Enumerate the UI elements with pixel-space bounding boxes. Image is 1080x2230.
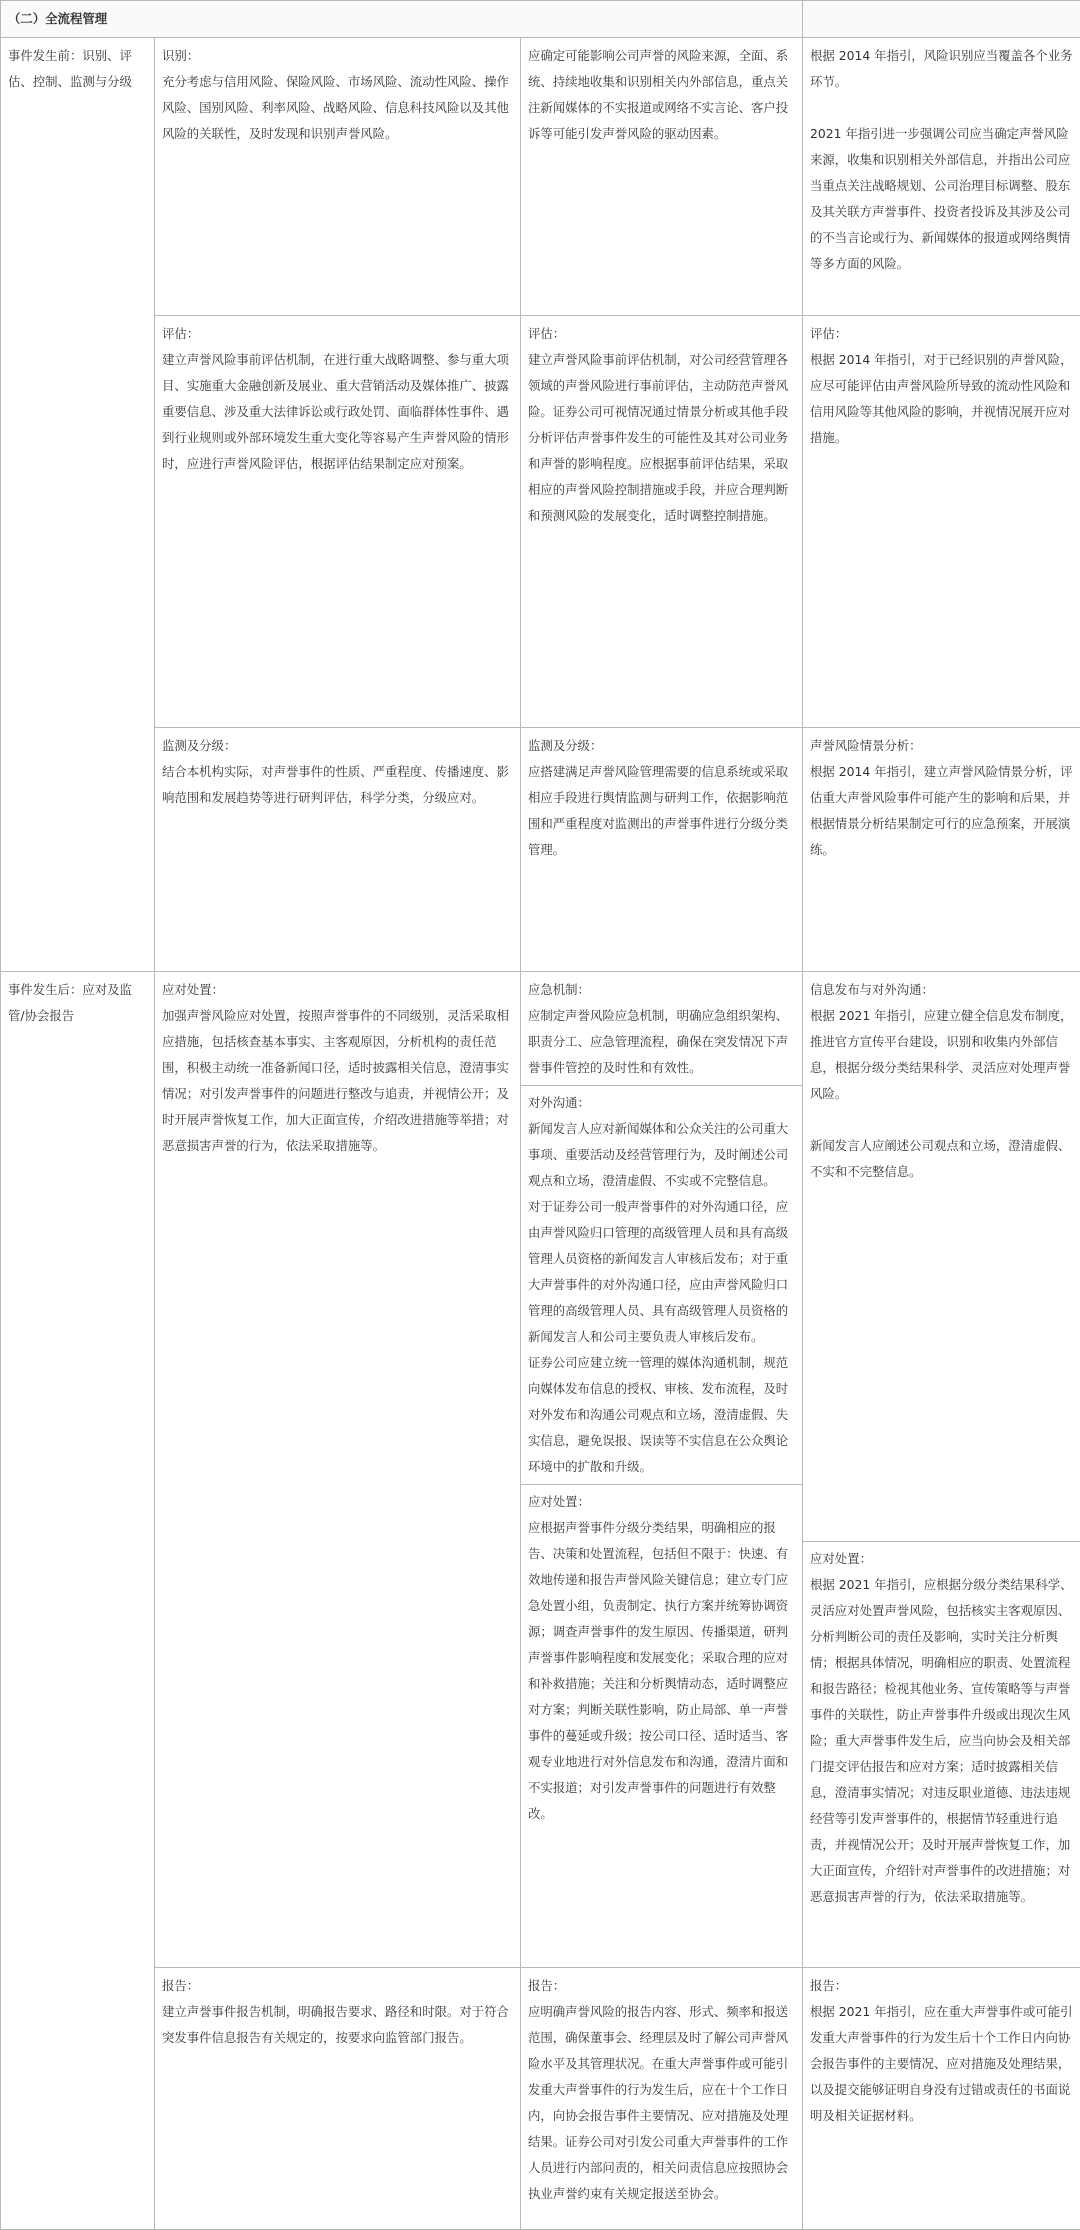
cell-label: 声誉风险情景分析： xyxy=(810,733,1074,759)
cell-identify-col2 xyxy=(155,38,521,316)
cell-text: 新闻发言人应阐述公司观点和立场，澄清虚假、不实和不完整信息。 xyxy=(810,1133,1074,1185)
cell-text: 新闻发言人应对新闻媒体和公众关注的公司重大事项、重要活动及经营管理行为，及时阐述公司观点和立场，澄清虚假、不实或不完整信息。 xyxy=(528,1116,795,1194)
cell-text: 应搭建满足声誉风险管理需要的信息系统或采取相应手段进行舆情监测与研判工作，依据影响范围和严重程度对监测出的声誉事件进行分级分类管理。 xyxy=(528,759,795,863)
cell-label: 应急机制： xyxy=(528,977,795,1003)
cell-label: 监测及分级： xyxy=(528,733,795,759)
cell-label: 评估： xyxy=(528,321,795,347)
section-title: （二）全流程管理 xyxy=(1,1,803,38)
cell-monitor-col3 xyxy=(521,728,803,972)
cell-report-col3 xyxy=(521,1968,803,2230)
cell-text: 应明确声誉风险的报告内容、形式、频率和报送范围，确保董事会、经理层及时了解公司声誉风险水平及其管理状况。在重大声誉事件或可能引发重大声誉事件的行为发生后，应在十个工作日内，向协会报告事件主要情况、应对措施及处理结果。证券公司对引发公司重大声誉事件的工作人员进行内部问责的，相关问责信息应按照协会执业声誉约束有关规定报送至协会。 xyxy=(528,1999,795,2207)
cell-text: 根据 2014 年指引，对于已经识别的声誉风险，应尽可能评估由声誉风险所导致的流动性风险和信用风险等其他风险的影响，并视情况展开应对措施。 xyxy=(810,347,1074,451)
cell-monitor-col4 xyxy=(803,728,1080,972)
cell-assess-col4 xyxy=(803,316,1080,728)
cell-text: 建立声誉风险事前评估机制，在进行重大战略调整、参与重大项目、实施重大金融创新及展业、重大营销活动及媒体推广、披露重要信息、涉及重大法律诉讼或行政处罚、面临群体性事件、遇到行业规则或外部环境发生重大变化等容易产生声誉风险的情形时，应进行声誉风险评估，根据评估结果制定应对预案。 xyxy=(162,347,513,477)
cell-text: 根据 2014 年指引，建立声誉风险情景分析，评估重大声誉风险事件可能产生的影响和后果，并根据情景分析结果制定可行的应急预案，开展演练。 xyxy=(810,759,1074,863)
cell-label: 对外沟通： xyxy=(528,1090,795,1116)
cell-label: 识别： xyxy=(162,43,513,69)
subcell-response-handling-2021 xyxy=(803,1541,1080,1910)
cell-text: 应确定可能影响公司声誉的风险来源，全面、系统、持续地收集和识别相关内外部信息，重点关注新闻媒体的不实报道或网络不实言论、客户投诉等可能引发声誉风险的驱动因素。 xyxy=(528,43,795,147)
stage-pre-event: 事件发生前：识别、评估、控制、监测与分级 xyxy=(1,38,155,972)
subcell-response-handling xyxy=(521,1484,802,1827)
cell-text: 建立声誉风险事前评估机制，对公司经营管理各领域的声誉风险进行事前评估，主动防范声誉风险。证券公司可视情况通过情景分析或其他手段分析评估声誉事件发生的可能性及其对公司业务和声誉的影响程度。应根据事前评估结果，采取相应的声誉风险控制措施或手段，并应合理判断和预测风险的发展变化，适时调整控制措施。 xyxy=(528,347,795,529)
cell-report-col2 xyxy=(155,1968,521,2230)
cell-text: 根据 2021 年指引，应在重大声誉事件或可能引发重大声誉事件的行为发生后十个工作日内向协会报告事件的主要情况、应对措施及处理结果，以及提交能够证明自身没有过错或责任的书面说明及相关证据材料。 xyxy=(810,1999,1074,2129)
table-row xyxy=(1,316,1080,728)
cell-text: 根据 2014 年指引，风险识别应当覆盖各个业务环节。 xyxy=(810,43,1074,95)
cell-text: 根据 2021 年指引，应建立健全信息发布制度，推进官方宣传平台建设，识别和收集内外部信息，根据分级分类结果科学、灵活应对处理声誉风险。 xyxy=(810,1003,1074,1107)
table-row xyxy=(1,38,1080,316)
cell-label: 报告： xyxy=(162,1973,513,1999)
cell-text: 2021 年指引进一步强调公司应当确定声誉风险来源，收集和识别相关外部信息，并指出公司应当重点关注战略规划、公司治理目标调整、股东及其关联方声誉事件、投资者投诉及其涉及公司的不当言论或行为、新闻媒体的报道或网络舆情等多方面的风险。 xyxy=(810,121,1074,277)
subcell-emergency-mechanism xyxy=(528,977,795,1081)
cell-label: 应对处置： xyxy=(528,1489,795,1515)
cell-identify-col3 xyxy=(521,38,803,316)
cell-label: 评估： xyxy=(162,321,513,347)
cell-text: 证券公司应建立统一管理的媒体沟通机制，规范向媒体发布信息的授权、审核、发布流程，及时对外发布和沟通公司观点和立场，澄清虚假、失实信息，避免误报、误读等不实信息在公众舆论环境中的扩散和升级。 xyxy=(528,1350,795,1480)
cell-monitor-col2 xyxy=(155,728,521,972)
table-row xyxy=(1,728,1080,972)
cell-text: 结合本机构实际，对声誉事件的性质、严重程度、传播速度、影响范围和发展趋势等进行研判评估，科学分类，分级应对。 xyxy=(162,759,513,811)
cell-label: 应对处置： xyxy=(810,1546,1074,1572)
cell-label: 应对处置： xyxy=(162,977,513,1003)
cell-text: 应制定声誉风险应急机制，明确应急组织架构、职责分工、应急管理流程，确保在突发情况下声誉事件管控的及时性和有效性。 xyxy=(528,1003,795,1081)
cell-identify-col4 xyxy=(803,38,1080,316)
cell-label: 信息发布与对外沟通： xyxy=(810,977,1074,1003)
cell-respond-col2 xyxy=(155,972,521,1968)
cell-respond-col4 xyxy=(803,972,1080,1968)
cell-label: 评估： xyxy=(810,321,1074,347)
cell-text: 建立声誉事件报告机制，明确报告要求、路径和时限。对于符合突发事件信息报告有关规定的，按要求向监管部门报告。 xyxy=(162,1999,513,2051)
table-row xyxy=(1,972,1080,1968)
table-row xyxy=(1,1968,1080,2230)
cell-label: 监测及分级： xyxy=(162,733,513,759)
cell-label: 报告： xyxy=(810,1973,1074,1999)
cell-assess-col3 xyxy=(521,316,803,728)
section-title-row xyxy=(1,1,1080,38)
cell-report-col4 xyxy=(803,1968,1080,2230)
cell-text: 根据 2021 年指引，应根据分级分类结果科学、灵活应对处置声誉风险，包括核实主客观原因、分析判断公司的责任及影响，实时关注分析舆情；根据具体情况，明确相应的职责、处置流程和报告路径；检视其他业务、宣传策略等与声誉事件的关联性，防止声誉事件升级或出现次生风险；重大声誉事件发生后，应当向协会及相关部门提交评估报告和应对方案；适时披露相关信息，澄清事实情况；对违反职业道德、违法违规经营等引发声誉事件的，根据情节轻重进行追责，并视情况公开；及时开展声誉恢复工作，加大正面宣传，介绍针对声誉事件的改进措施；对恶意损害声誉的行为，依法采取措施等。 xyxy=(810,1572,1074,1910)
cell-respond-col3 xyxy=(521,972,803,1968)
cell-text: 充分考虑与信用风险、保险风险、市场风险、流动性风险、操作风险、国别风险、利率风险、战略风险、信息科技风险以及其他风险的关联性，及时发现和识别声誉风险。 xyxy=(162,69,513,147)
subcell-external-communication xyxy=(521,1085,802,1480)
section-title-blank xyxy=(803,1,1080,38)
subcell-info-release xyxy=(810,977,1074,1537)
cell-text: 应根据声誉事件分级分类结果，明确相应的报告、决策和处置流程，包括但不限于：快速、有效地传递和报告声誉风险关键信息；建立专门应急处置小组，负责制定、执行方案并统筹协调资源；调查声誉事件的发生原因、传播渠道，研判声誉事件影响程度和发展变化；采取合理的应对和补救措施；关注和分析舆情动态，适时调整应对方案；判断关联性影响，防止局部、单一声誉事件的蔓延或升级；按公司口径、适时适当、客观专业地进行对外信息发布和沟通，澄清片面和不实报道；对引发声誉事件的问题进行有效整改。 xyxy=(528,1515,795,1827)
cell-text: 加强声誉风险应对处置，按照声誉事件的不同级别，灵活采取相应措施，包括核查基本事实、主客观原因，分析机构的责任范围，积极主动统一准备新闻口径，适时披露相关信息，澄清事实情况；对引发声誉事件的问题进行整改与追责，并视情公开；及时开展声誉恢复工作，加大正面宣传，介绍改进措施等举措；对恶意损害声誉的行为，依法采取措施等。 xyxy=(162,1003,513,1159)
cell-assess-col2 xyxy=(155,316,521,728)
cell-label: 报告： xyxy=(528,1973,795,1999)
stage-post-event: 事件发生后：应对及监管/协会报告 xyxy=(1,972,155,2230)
cell-text: 对于证券公司一般声誉事件的对外沟通口径，应由声誉风险归口管理的高级管理人员和具有高级管理人员资格的新闻发言人审核后发布；对于重大声誉事件的对外沟通口径，应由声誉风险归口管理的高级管理人员、具有高级管理人员资格的新闻发言人和公司主要负责人审核后发布。 xyxy=(528,1194,795,1350)
